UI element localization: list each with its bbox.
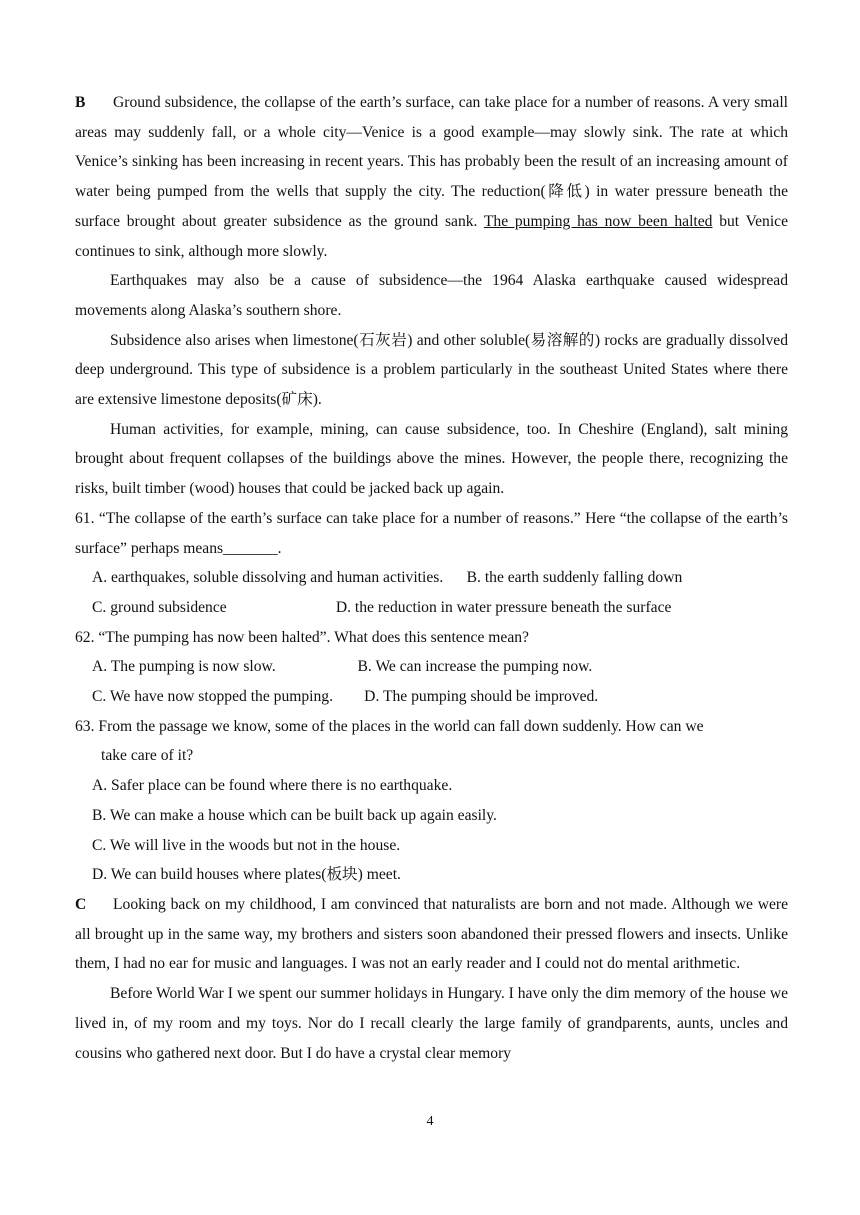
passage-b-p1-end: but Venice continues to sink, although more slowly. [75, 212, 788, 260]
passage-b-paragraph-2: Earthquakes may also be a cause of subsidence—the 1964 Alaska earthquake caused widespread movements along Alaska’s southern shore. [75, 272, 788, 319]
passage-b-paragraph-3: Subsidence also arises when limestone(石灰岩) and other soluble(易溶解的) rocks are gradually dissolved deep underground. This type of subsidence is a problem particularly in the southeast United States where there are extensive limestone deposits(矿床). [75, 331, 788, 409]
passage-c-paragraph-1 [75, 890, 788, 979]
question-61-options-row-1: A. earthquakes, soluble dissolving and human activities. B. the earth suddenly falling down [92, 569, 683, 587]
passage-b-underlined-sentence: The pumping has now been halted [483, 212, 713, 230]
passage-b-p1-text: Ground subsidence, the collapse of the earth’s surface, can take place for a number of reasons. A very small areas may suddenly fall, or a whole city—Venice is a good example—may slowly sink. The rate at which Venice’s sinking has been increasing in recent years. This has probably been the result of an increasing amount of water being pumped from the wells that supply the city. The reduction(降低) in water pressure beneath the surface brought about greater subsidence as the ground sank. [75, 94, 788, 230]
question-63-option-d: D. We can build houses where plates(板块) meet. [92, 866, 401, 884]
passage-c-p1-text: Looking back on my childhood, I am convinced that naturalists are born and not made. Although we were all brought up in the same way, my brothers and sisters soon abandoned their pressed flowers and insects. Unlike them, I had no ear for music and languages. I was not an early reader and I could not do mental arithmetic. [75, 895, 788, 973]
page-number: 4 [426, 1114, 434, 1129]
passage-b-paragraph-1 [75, 88, 788, 266]
question-63-stem: 63. From the passage we know, some of the places in the world can fall down suddenly. How can we [75, 717, 704, 735]
question-63-option-c: C. We will live in the woods but not in the house. [92, 836, 401, 854]
question-63-option-a: A. Safer place can be found where there is no earthquake. [92, 777, 453, 795]
question-61-options-row-2: C. ground subsidence D. the reduction in water pressure beneath the surface [92, 598, 672, 616]
question-63-option-b: B. We can make a house which can be built back up again easily. [92, 806, 497, 824]
question-62-stem: 62. “The pumping has now been halted”. What does this sentence mean? [75, 628, 529, 646]
passage-b-paragraph-4: Human activities, for example, mining, can cause subsidence, too. In Cheshire (England), salt mining brought about frequent collapses of the buildings above the mines. However, the people there, recognizing the risks, built timber (wood) houses that could be jacked back up again. [75, 420, 788, 498]
question-61-stem: 61. “The collapse of the earth’s surface can take place for a number of reasons.” Here “the collapse of the earth’s surface” perhaps means_______. [75, 509, 788, 557]
question-63-stem-continued: take care of it? [101, 747, 194, 765]
passage-c-paragraph-2: Before World War I we spent our summer holidays in Hungary. I have only the dim memory of the house we lived in, of my room and my toys. Nor do I recall clearly the large family of grandparents, aunts, uncles and cousins who gathered next door. But I do have a crystal clear memory [75, 985, 788, 1062]
question-62-options-row-1: A. The pumping is now slow. B. We can increase the pumping now. [92, 658, 593, 676]
passage-b-label: B [75, 94, 86, 111]
question-62-options-row-2: C. We have now stopped the pumping. D. The pumping should be improved. [92, 688, 599, 706]
passage-c-label: C [75, 895, 87, 913]
